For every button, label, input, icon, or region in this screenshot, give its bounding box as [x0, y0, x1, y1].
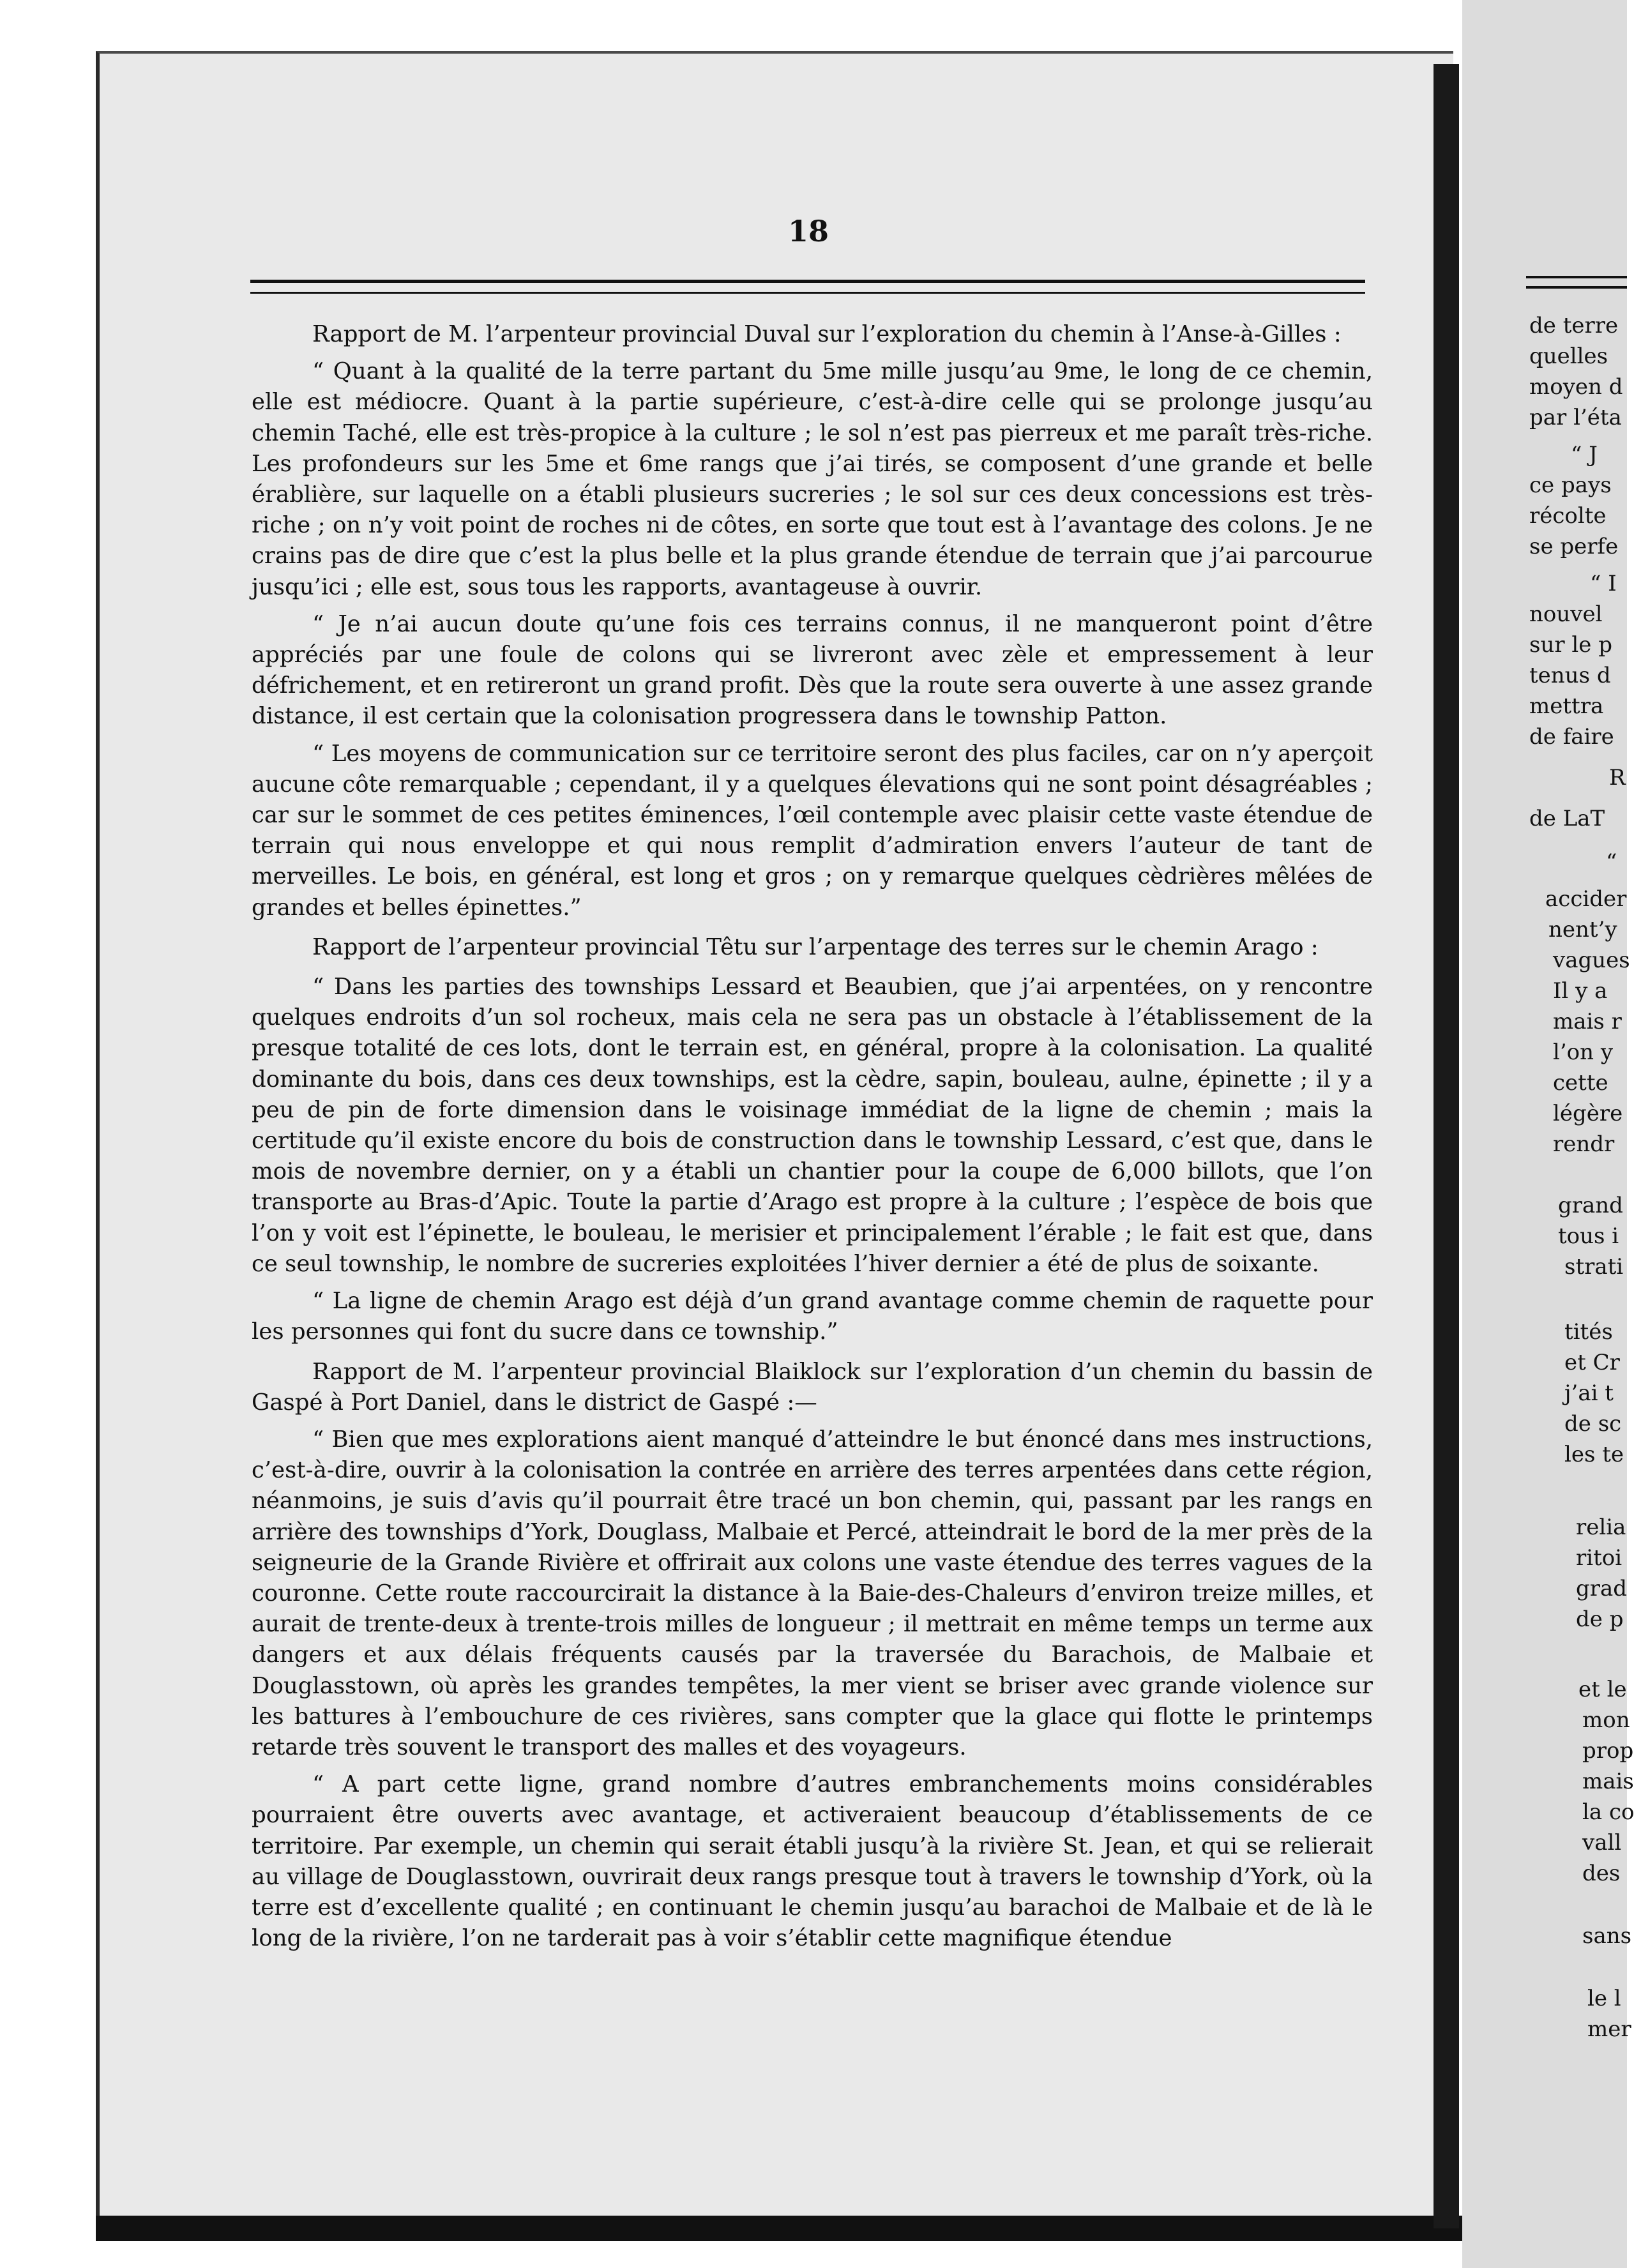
- adjacent-line: grand: [1558, 1193, 1623, 1218]
- adjacent-line: grad: [1576, 1576, 1628, 1601]
- adjacent-line: prop: [1582, 1738, 1634, 1764]
- header-rule: [250, 280, 1365, 294]
- adjacent-line: de LaT: [1529, 806, 1605, 831]
- adjacent-line: nent’y: [1548, 917, 1617, 942]
- body-text: [252, 319, 1373, 1960]
- adjacent-line: la co: [1582, 1799, 1634, 1825]
- adjacent-line: de terre: [1529, 313, 1619, 338]
- paragraph: “ La ligne de chemin Arago est déjà d’un grand avantage comme chemin de raquette pour les personnes qui font du sucre dans ce township.”: [252, 1288, 1373, 1345]
- adjacent-line: mon: [1582, 1707, 1630, 1733]
- adjacent-line: le l: [1587, 1986, 1621, 2011]
- adjacent-line: “ I: [1590, 571, 1617, 596]
- adjacent-line: se perfe: [1529, 534, 1619, 559]
- scan-shadow: [96, 2216, 1462, 2241]
- adjacent-line: accider: [1545, 886, 1627, 912]
- adjacent-line: moyen d: [1529, 374, 1623, 400]
- adjacent-line: légère: [1553, 1101, 1623, 1126]
- adjacent-line: l’on y: [1553, 1040, 1614, 1065]
- adjacent-line: rendr: [1553, 1131, 1615, 1157]
- page-number: 18: [788, 214, 829, 248]
- paragraph: “ Quant à la qualité de la terre partant du 5me mille jusqu’au 9me, le long de ce chemin, elle est médiocre. Quant à la partie supérieure, c’est-à-dire celle qui se prolonge jusqu’au chemin Taché, elle est très-propice à la culture ; le sol n’est pas pierreux et me paraît très-riche. Les profondeurs sur les 5me et 6me rangs que j’ai tirés, se composent d’une grande et belle érablière, sur laquelle on a établi plusieurs sucreries ; le sol sur ces deux concessions est très-riche ; on n’y voit point de roches ni de côtes, en sorte que tout est à l’avantage des colons. Je ne crains pas de dire que c’est la plus belle et la plus grande étendue de terrain que j’ai parcourue jusqu’ici ; elle est, sous tous les rapports, avantageuse à ouvrir.: [252, 358, 1373, 600]
- paragraph: “ A part cette ligne, grand nombre d’autres embranchements moins considérables pourraient être ouverts avec avantage, et activeraient beaucoup d’établissements de ce territoire. Par exemple, un chemin qui serait établi jusqu’à la rivière St. Jean, et qui se relierait au village de Douglasstown, ouvrirait deux rangs presque tout à travers le township d’York, où la terre est d’excellente qualité ; en continuant le chemin jusqu’au barachoi de Malbaie et de là le long de la rivière, l’on ne tarderait pas à voir s’établir cette magnifique étendue: [252, 1771, 1373, 1952]
- adjacent-line: Il y a: [1553, 978, 1608, 1004]
- adjacent-line: mettra: [1529, 693, 1604, 719]
- adjacent-line: tenus d: [1529, 663, 1611, 688]
- adjacent-line: de faire: [1529, 724, 1614, 750]
- paragraph: “ Les moyens de communication sur ce territoire seront des plus faciles, car on n’y aperçoit aucune côte remarquable ; cependant, il y a quelques élevations qui ne sont point désagréables ; car sur le sommet de ces petites éminences, l’œil contemple avec plaisir cette vaste étendue de terrain qui nous enveloppe et qui nous remplit d’admiration envers l’auteur de tant de merveilles. Le bois, en général, est long et gros ; on y remarque quelques cèdrières mêlées de grandes et belles épinettes.”: [252, 740, 1373, 921]
- adjacent-line: “ J: [1571, 442, 1598, 467]
- adjacent-line: j’ai t: [1564, 1380, 1614, 1406]
- adjacent-line: sur le p: [1529, 632, 1612, 658]
- adjacent-line: R: [1609, 765, 1626, 790]
- adjacent-line: mer: [1587, 2016, 1631, 2042]
- adjacent-line: vagues: [1553, 948, 1630, 973]
- adjacent-line: et le: [1578, 1677, 1627, 1702]
- adjacent-line: ce pays: [1529, 472, 1612, 498]
- paragraph: “ Je n’ai aucun doute qu’une fois ces terrains connus, il ne manqueront point d’être appréciés par une foule de colons qui se livreront avec zèle et empressement à leur défrichement, et en retireront un grand profit. Dès que la route sera ouverte à une assez grande distance, il est certain que la colonisation progressera dans le township Patton.: [252, 610, 1373, 730]
- adjacent-line: sans: [1582, 1923, 1632, 1949]
- adjacent-line: mais: [1582, 1769, 1634, 1794]
- adjacent-line: par l’éta: [1529, 405, 1622, 430]
- paragraph: “ Dans les parties des townships Lessard et Beaubien, que j’ai arpentées, on y rencontre quelques endroits d’un sol rocheux, mais cela ne sera pas un obstacle à l’établissement de la presque totalité de ces lots, dont le terrain est, en général, propre à la colonisation. La qualité dominante du bois, dans ces deux townships, est la cèdre, sapin, bouleau, aulne, épinette ; il y a peu de pin de forte dimension dans le voisinage immédiat de la ligne de chemin ; mais la certitude qu’il existe encore du bois de construction dans le township Lessard, c’est que, dans le mois de novembre dernier, on y a établi un chantier pour la coupe de 6,000 billots, que l’on transporte au Bras-d’Apic. Toute la partie d’Arago est propre à la culture ; l’espèce de bois que l’on y voit est l’épinette, le bouleau, le merisier et principalement l’érable ; le fait est que, dans ce seul township, le nombre de sucreries exploitées l’hiver dernier a été de plus de soixante.: [252, 974, 1373, 1277]
- adjacent-page-rule: [1526, 276, 1627, 289]
- report-heading: Rapport de M. l’arpenteur provincial Blaiklock sur l’exploration d’un chemin du bassin de Gaspé à Port Daniel, dans le district de Gaspé :—: [252, 1358, 1373, 1416]
- adjacent-line: et Cr: [1564, 1350, 1620, 1375]
- report-heading: Rapport de M. l’arpenteur provincial Duval sur l’exploration du chemin à l’Anse-à-Gilles :: [312, 321, 1342, 347]
- adjacent-line: de p: [1576, 1606, 1624, 1632]
- adjacent-line: strati: [1564, 1254, 1624, 1280]
- paragraph: “ Bien que mes explorations aient manqué d’atteindre le but énoncé dans mes instructions, c’est-à-dire, ouvrir à la colonisation la contrée en arrière des terres arpentées dans cette région, néanmoins, je suis d’avis qu’il pourrait être tracé un bon chemin, qui, passant par les rangs en arrière des townships d’York, Douglass, Malbaie et Percé, atteindrait le bord de la mer près de la seigneurie de la Grande Rivière et offrirait aux colons une vaste étendue des terres vagues de la couronne. Cette route raccourcirait la distance à la Baie-des-Chaleurs d’environ treize milles, et aurait de trente-deux à trente-trois milles de longueur ; il mettrait en même temps un terme aux dangers et aux délais fréquents causés par la traversée du Barachois, de Malbaie et Douglasstown, où après les grandes tempêtes, la mer vient se briser avec grande violence sur les battures à l’embouchure de ces rivières, sans compter que la glace qui flotte le printemps retarde très souvent le transport des malles et des voyageurs.: [252, 1426, 1373, 1760]
- adjacent-line: récolte: [1529, 503, 1607, 529]
- adjacent-line: de sc: [1564, 1411, 1622, 1437]
- adjacent-line: tous i: [1558, 1223, 1619, 1249]
- report-heading: Rapport de l’arpenteur provincial Têtu sur l’arpentage des terres sur le chemin Arago :: [312, 934, 1319, 960]
- adjacent-line: tités: [1564, 1319, 1613, 1345]
- adjacent-line: cette: [1553, 1070, 1608, 1096]
- adjacent-line: vall: [1582, 1830, 1622, 1856]
- adjacent-line: des: [1582, 1861, 1621, 1886]
- page-gutter: [1434, 64, 1459, 2228]
- adjacent-line: quelles: [1529, 344, 1608, 369]
- adjacent-line: relia: [1576, 1515, 1626, 1540]
- adjacent-line: mais r: [1553, 1009, 1622, 1034]
- adjacent-line: les te: [1564, 1442, 1624, 1467]
- adjacent-line: ritoi: [1576, 1545, 1623, 1571]
- adjacent-line: “: [1606, 849, 1617, 875]
- adjacent-line: nouvel: [1529, 601, 1603, 627]
